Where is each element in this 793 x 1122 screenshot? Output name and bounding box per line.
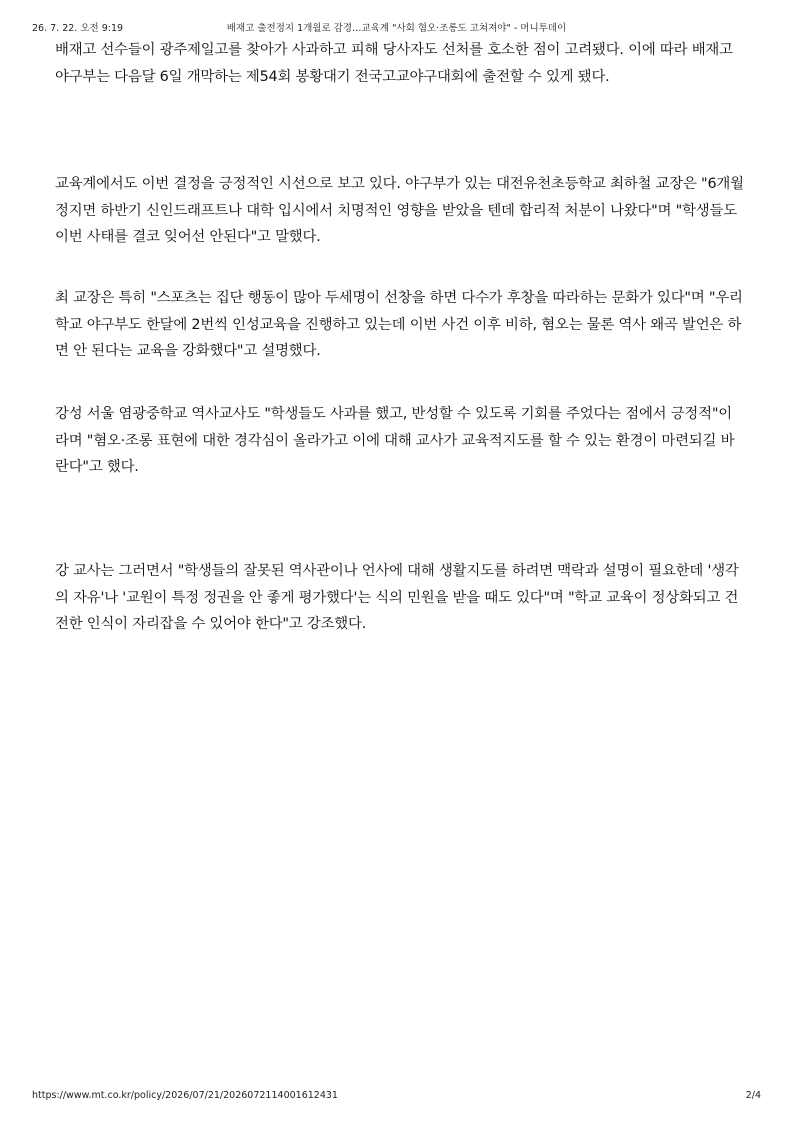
article-paragraph: 강 교사는 그러면서 "학생들의 잘못된 역사관이나 언사에 대해 생활지도를 하려면 맥락과 설명이 필요한데 '생각의 자유'나 '교원이 특정 정권을 안 좋게 평가했다'는 식의 민원을 받을 때도 있다"며 "학교 교육이 정상화되고 건전한 인식이 자리잡을 수 있어야 한다"고 강조했다. [55, 563, 739, 632]
print-footer [32, 1090, 761, 1104]
article-paragraph: 배재고 선수들이 광주제일고를 찾아가 사과하고 피해 당사자도 선처를 호소한 점이 고려됐다. 이에 따라 배재고 야구부는 다음달 6일 개막하는 제54회 봉황대기 전국고교야구대회에 출전할 수 있게 됐다. [55, 42, 733, 85]
article-paragraph: 최 교장은 특히 "스포츠는 집단 행동이 많아 두세명이 선창을 하면 다수가 후창을 따라하는 문화가 있다"며 "우리 학교 야구부도 한달에 2번씩 인성교육을 진행하고 있는데 이번 사건 이후 비하, 혐오는 물론 역사 왜곡 발언은 하면 안 된다는 교육을 강화했다"고 설명했다. [55, 290, 743, 359]
article-paragraph: 강성 서울 염광중학교 역사교사도 "학생들도 사과를 했고, 반성할 수 있도록 기회를 주었다는 점에서 긍정적"이라며 "혐오·조롱 표현에 대한 경각심이 올라가고 이에 대해 교사가 교육적지도를 할 수 있는 환경이 마련되길 바란다"고 했다. [55, 406, 735, 475]
print-page-title: 배재고 출전정지 1개월로 감경…교육계 "사회 혐오·조롱도 고쳐져야" - 머니투데이 [226, 23, 567, 34]
print-date: 26. 7. 22. 오전 9:19 [32, 23, 124, 34]
page-number: 2/4 [745, 1090, 761, 1101]
print-url: https://www.mt.co.kr/policy/2026/07/21/2026072114001612431 [32, 1090, 338, 1101]
print-header [32, 20, 761, 34]
article-paragraph: 교육계에서도 이번 결정을 긍정적인 시선으로 보고 있다. 야구부가 있는 대전유천초등학교 최하철 교장은 "6개월 정지면 하반기 신인드래프트나 대학 입시에서 치명적인 영향을 받았을 텐데 합리적 처분이 나왔다"며 "학생들도 이번 사태를 결코 잊어선 안된다"고 말했다. [55, 176, 744, 245]
